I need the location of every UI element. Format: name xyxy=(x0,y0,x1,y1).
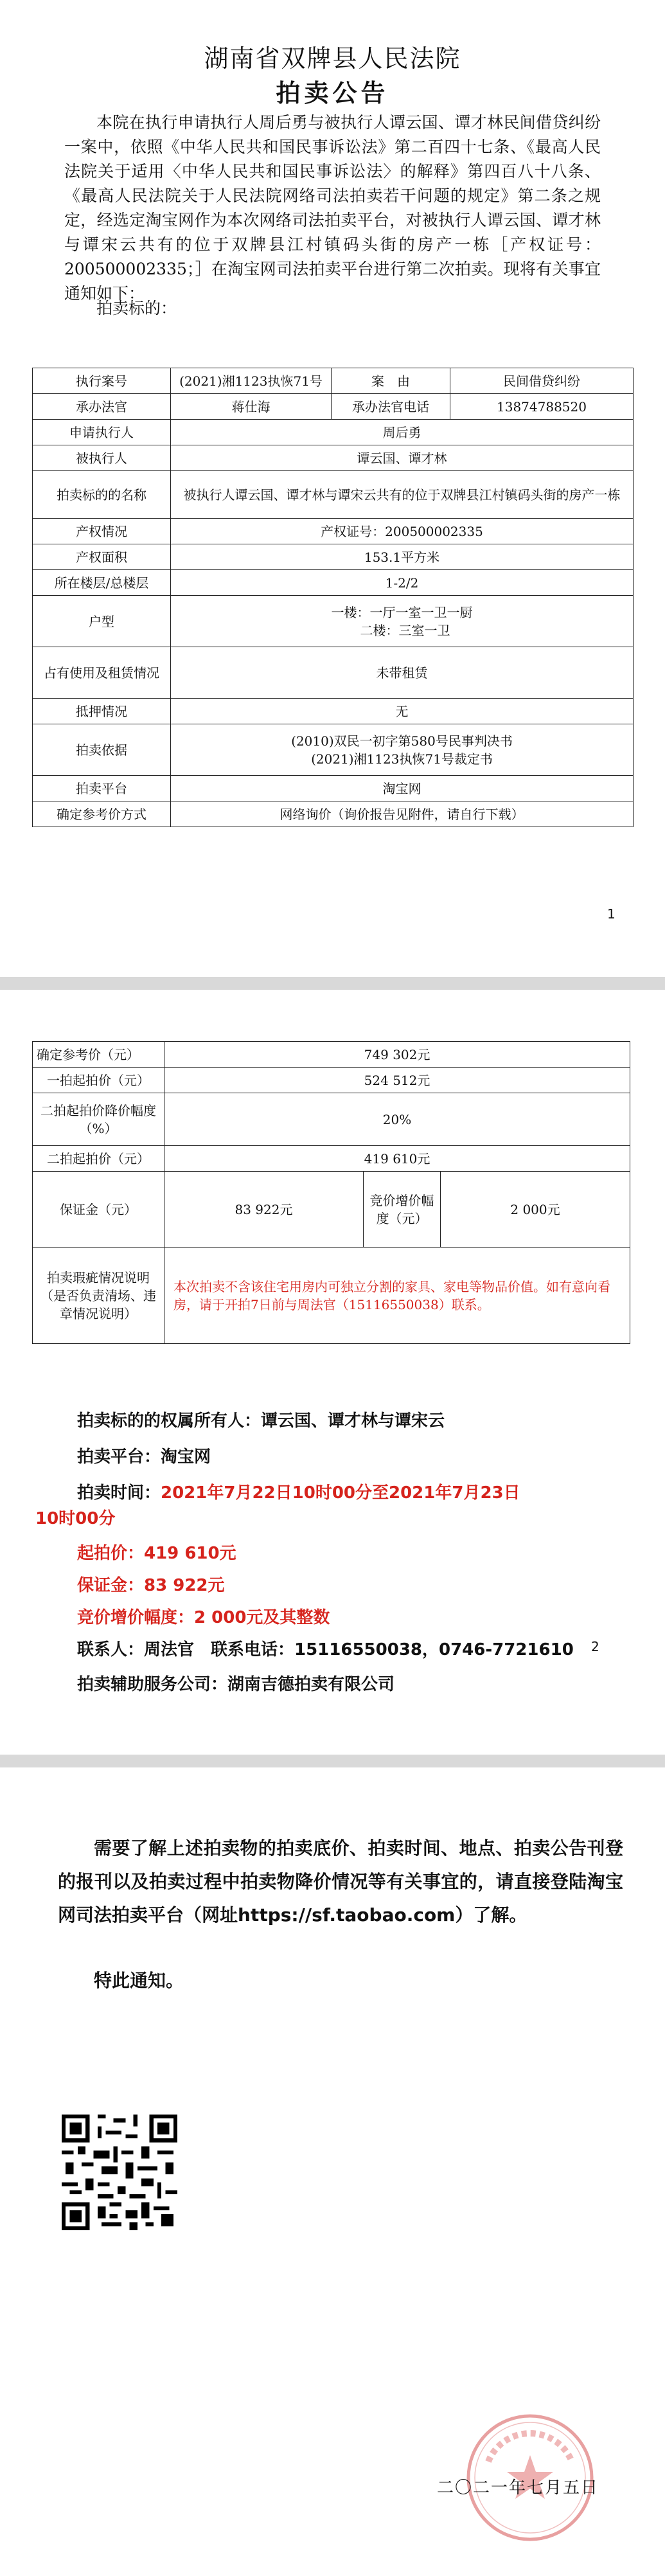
auction-info-table xyxy=(32,368,634,827)
start-price-line: 起拍价：419 610元 xyxy=(77,1544,236,1563)
deposit-line: 保证金：83 922元 xyxy=(77,1576,225,1595)
floor: 1-2/2 xyxy=(171,570,634,596)
method: 网络询价（询价报告见附件，请自行下载） xyxy=(171,801,634,827)
method-label: 确定参考价方式 xyxy=(33,801,171,827)
page-3 xyxy=(0,1767,665,2576)
platform-line: 拍卖平台：淘宝网 xyxy=(77,1447,211,1467)
applicant-label: 申请执行人 xyxy=(33,420,171,445)
property-label: 产权情况 xyxy=(33,519,171,544)
platform: 淘宝网 xyxy=(171,776,634,801)
first-price: 524 512元 xyxy=(164,1068,630,1093)
basis xyxy=(171,724,634,776)
object-name-label: 拍卖标的的名称 xyxy=(33,471,171,519)
property-cert: 产权证号：200500002335 xyxy=(171,519,634,544)
object-label: 拍卖标的： xyxy=(96,299,177,318)
intro-paragraph: 本院在执行申请执行人周后勇与被执行人谭云国、谭才林民间借贷纠纷一案中，依照《中华人民共和国民事诉讼法》第二百四十七条、《最高人民法院关于适用〈中华人民共和国民事诉讼法〉的解释》第四百八十八条、《最高人民法院关于人民法院网络司法拍卖若干问题的规定》第二条之规定，经选定淘宝网作为本次网络司法拍卖平台，对被执行人谭云国、谭才林与谭宋云共有的位于双牌县江村镇码头街的房产一栋［产权证号：200500002335；］在淘宝网司法拍卖平台进行第二次拍卖。现将有关事宜通知如下： xyxy=(64,113,601,303)
basis-label: 拍卖依据 xyxy=(33,724,171,776)
judge: 蒋仕海 xyxy=(171,394,332,420)
object-name: 被执行人谭云国、谭才林与谭宋云共有的位于双牌县江村镇码头街的房产一栋 xyxy=(171,471,634,519)
use-label: 占有使用及租赁情况 xyxy=(33,647,171,699)
layout-floor-2: 二楼：三室一卫 xyxy=(360,622,450,638)
mortgage: 无 xyxy=(171,699,634,724)
increment-line: 竞价增价幅度：2 000元及其整数 xyxy=(77,1608,330,1627)
layout xyxy=(171,596,634,647)
notice-title: 拍卖公告 xyxy=(276,78,389,107)
time-label: 拍卖时间： xyxy=(77,1483,161,1503)
area-label: 产权面积 xyxy=(33,544,171,570)
case-no-label: 执行案号 xyxy=(33,368,171,394)
platform-label: 拍卖平台 xyxy=(33,776,171,801)
defect-note: 本次拍卖不含该住宅用房内可独立分割的家具、家电等物品价值。如有意向看房，请于开拍7日前与周法官（15116550038）联系。 xyxy=(164,1248,630,1344)
contact-line: 联系人：周法官 联系电话：15116550038，0746-7721610 xyxy=(77,1640,574,1659)
second-price: 419 610元 xyxy=(164,1146,630,1172)
floor-label: 所在楼层/总楼层 xyxy=(33,570,171,596)
price-table xyxy=(32,1041,630,1344)
judge-phone-label: 承办法官电话 xyxy=(332,394,450,420)
increment-label: 竞价增价幅度（元） xyxy=(364,1172,441,1248)
page-2 xyxy=(0,990,665,1755)
assist-company-line: 拍卖辅助服务公司：湖南吉德拍卖有限公司 xyxy=(77,1675,395,1694)
basis-judgment: (2010)双民一初字第580号民事判决书 xyxy=(291,733,513,749)
layout-floor-1: 一楼：一厅一室一卫一厨 xyxy=(331,604,473,620)
issue-date: 二〇二一年七月五日 xyxy=(437,2478,599,2498)
cause-label: 案 由 xyxy=(332,368,450,394)
executed-label: 被执行人 xyxy=(33,445,171,471)
deposit-label: 保证金（元） xyxy=(33,1172,164,1248)
use: 未带租赁 xyxy=(171,647,634,699)
ref-price-label: 确定参考价（元） xyxy=(33,1042,164,1068)
court-name: 湖南省双牌县人民法院 xyxy=(204,44,461,73)
layout-label: 户型 xyxy=(33,596,171,647)
case-no: (2021)湘1123执恢71号 xyxy=(171,368,332,394)
qr-code-icon xyxy=(62,2115,177,2230)
reduce: 20% xyxy=(164,1093,630,1146)
deposit: 83 922元 xyxy=(164,1172,364,1248)
ref-price: 749 302元 xyxy=(164,1042,630,1068)
cause: 民间借贷纠纷 xyxy=(450,368,634,394)
applicant: 周后勇 xyxy=(171,420,634,445)
first-price-label: 一拍起拍价（元） xyxy=(33,1068,164,1093)
executed: 谭云国、谭才林 xyxy=(171,445,634,471)
owner-line: 拍卖标的的权属所有人：谭云国、谭才林与谭宋云 xyxy=(77,1411,445,1431)
judge-phone: 13874788520 xyxy=(450,394,634,420)
mortgage-label: 抵押情况 xyxy=(33,699,171,724)
defect-label: 拍卖瑕疵情况说明（是否负责清场、违章情况说明） xyxy=(33,1248,164,1344)
judge-label: 承办法官 xyxy=(33,394,171,420)
special-notice: 特此通知。 xyxy=(94,1970,184,1991)
closing-paragraph: 需要了解上述拍卖物的拍卖底价、拍卖时间、地点、拍卖公告刊登的报刊以及拍卖过程中拍卖物降价情况等有关事宜的，请直接登陆淘宝网司法拍卖平台（网址https://sf.taobao.com）了解。 xyxy=(58,1838,623,1926)
second-price-label: 二拍起拍价（元） xyxy=(33,1146,164,1172)
basis-ruling: (2021)湘1123执恢71号裁定书 xyxy=(311,751,493,767)
time-range-end: 10时00分 xyxy=(35,1509,116,1528)
time-range-start: 2021年7月22日10时00分至2021年7月23日 xyxy=(161,1483,520,1503)
increment: 2 000元 xyxy=(441,1172,630,1248)
page-number-2: 2 xyxy=(591,1639,599,1654)
page-number-1: 1 xyxy=(607,906,616,922)
page-1 xyxy=(0,0,665,977)
area: 153.1平方米 xyxy=(171,544,634,570)
reduce-label: 二拍起拍价降价幅度（%） xyxy=(33,1093,164,1146)
